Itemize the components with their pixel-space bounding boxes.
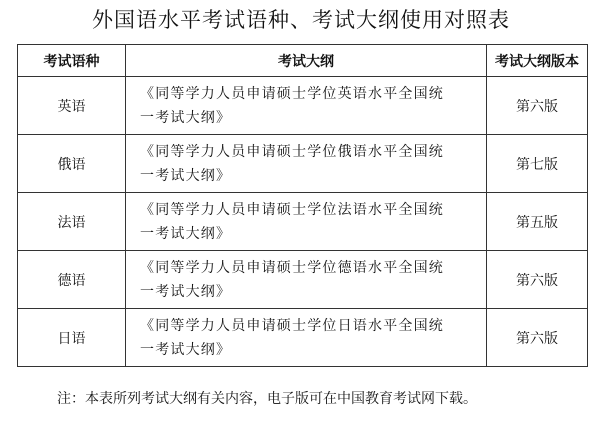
table-row — [18, 77, 588, 135]
column-header-language: 考试语种 — [18, 45, 126, 77]
table-row — [18, 309, 588, 367]
column-header-version: 考试大纲版本 — [487, 45, 588, 77]
version-cell: 第七版 — [487, 135, 588, 193]
footnote: 注：本表所列考试大纲有关内容，电子版可在中国教育考试网下载。 — [57, 391, 477, 407]
version-cell: 第六版 — [487, 77, 588, 135]
outline-cell — [126, 135, 487, 193]
table-row — [18, 193, 588, 251]
outline-text-line1: 《同等学力人员申请硕士学位法语水平全国统 — [140, 201, 444, 218]
outline-text-line2: 一考试大纲》 — [140, 167, 232, 184]
column-header-outline: 考试大纲 — [126, 45, 487, 77]
page-title: 外国语水平考试语种、考试大纲使用对照表 — [92, 8, 510, 32]
version-cell: 第六版 — [487, 309, 588, 367]
outline-cell — [126, 193, 487, 251]
language-cell: 法语 — [18, 193, 126, 251]
table-row — [18, 251, 588, 309]
version-cell: 第五版 — [487, 193, 588, 251]
language-cell: 德语 — [18, 251, 126, 309]
table-row — [18, 135, 588, 193]
comparison-table — [17, 44, 588, 367]
outline-text-line1: 《同等学力人员申请硕士学位德语水平全国统 — [140, 259, 444, 276]
language-cell: 日语 — [18, 309, 126, 367]
version-cell: 第六版 — [487, 251, 588, 309]
outline-cell — [126, 77, 487, 135]
outline-cell — [126, 309, 487, 367]
outline-text-line2: 一考试大纲》 — [140, 225, 232, 242]
language-cell: 俄语 — [18, 135, 126, 193]
outline-text-line2: 一考试大纲》 — [140, 109, 232, 126]
outline-text-line1: 《同等学力人员申请硕士学位日语水平全国统 — [140, 317, 444, 334]
outline-text-line1: 《同等学力人员申请硕士学位英语水平全国统 — [140, 85, 444, 102]
outline-text-line2: 一考试大纲》 — [140, 341, 232, 358]
table-header-row — [18, 45, 588, 77]
outline-text-line1: 《同等学力人员申请硕士学位俄语水平全国统 — [140, 143, 444, 160]
outline-cell — [126, 251, 487, 309]
outline-text-line2: 一考试大纲》 — [140, 283, 232, 300]
language-cell: 英语 — [18, 77, 126, 135]
